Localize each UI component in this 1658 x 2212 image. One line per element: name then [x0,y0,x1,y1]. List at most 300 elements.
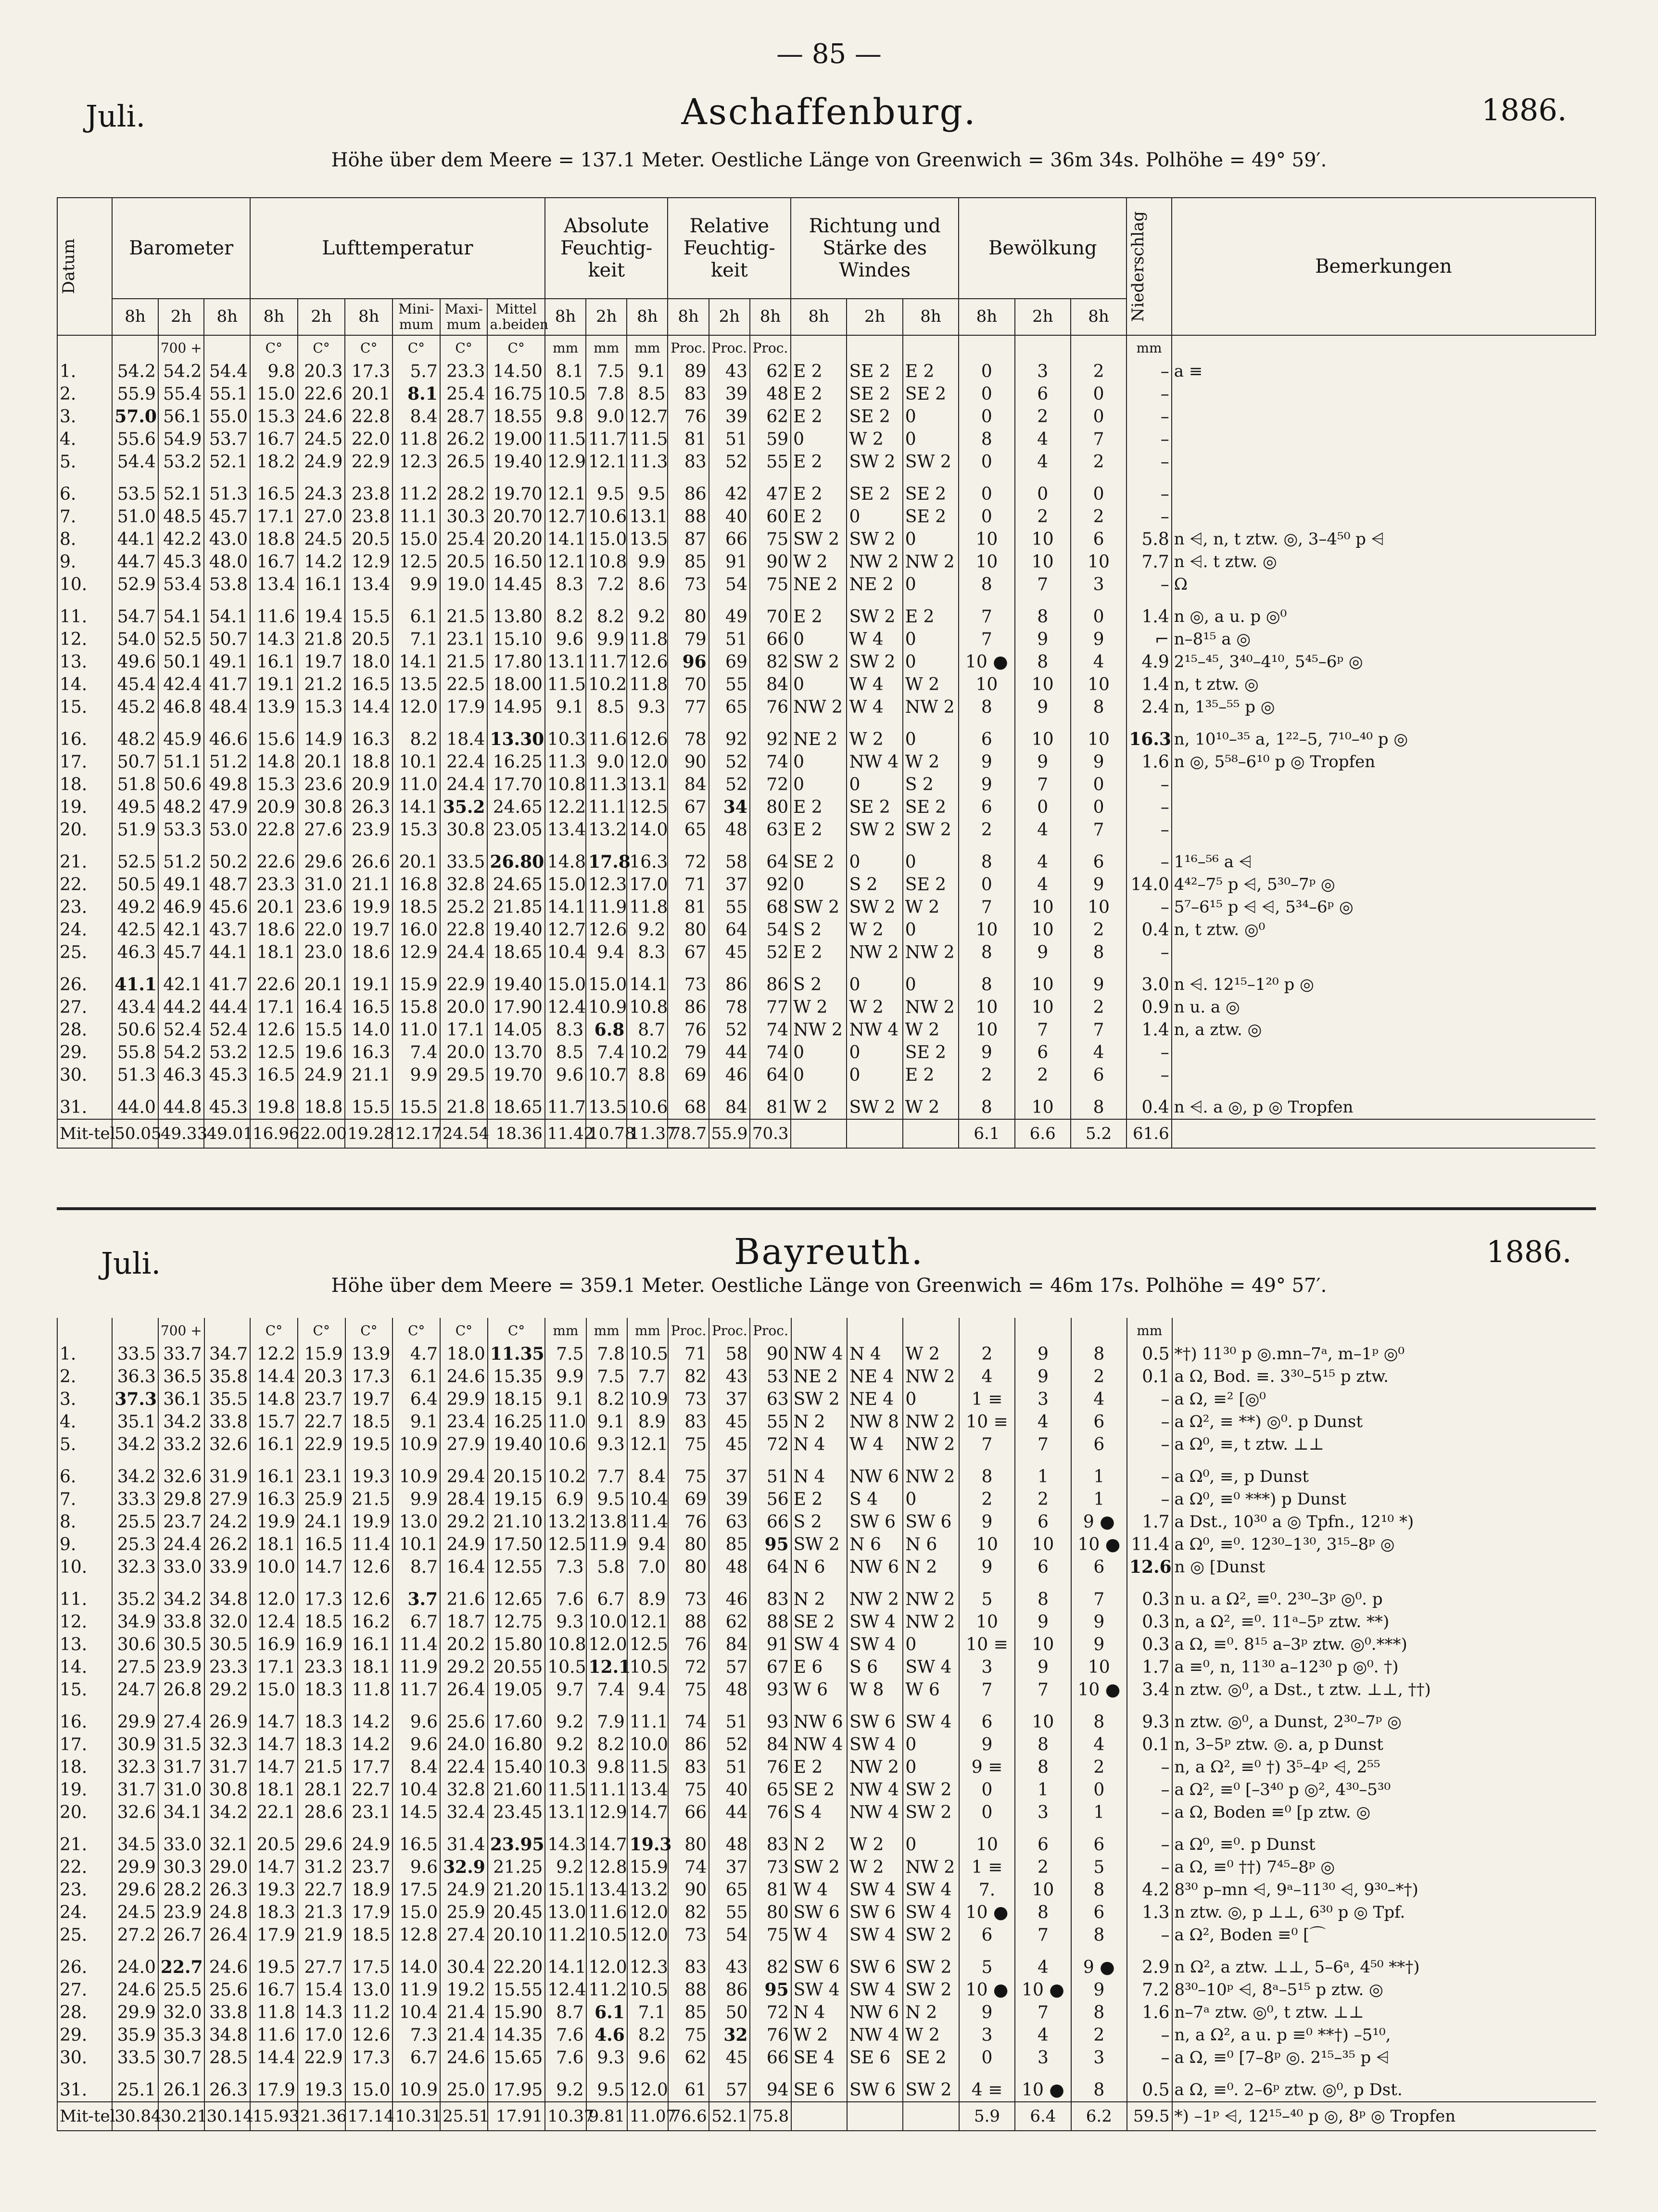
value-cell: 14.5 [392,1801,440,1833]
value-cell: 6 [1071,1833,1127,1856]
value-cell: 59 [750,428,791,451]
unit-cell: Proc. [709,1318,750,1343]
remark-cell: 8³⁰–10ᵖ ⩤, 8ᵃ–5¹⁵ p ztw. ◎ [1172,1979,1596,2001]
table-row [57,1433,1596,1466]
value-cell: 22.4 [440,751,488,773]
value-cell: 2 [1015,1064,1071,1096]
value-cell: 29.6 [298,1833,345,1856]
value-cell: 80 [668,606,709,628]
value-cell: NW 8 [847,1411,903,1433]
value-cell: 3 [1015,2047,1071,2079]
remark-cell: 2¹⁵–⁴⁵, 3⁴⁰–4¹⁰, 5⁴⁵–6ᵖ ◎ [1172,651,1595,673]
value-cell: 14.35 [488,2024,545,2047]
col-8h: 8h [668,299,709,335]
value-cell: 11.4 [345,1533,393,1556]
value-cell: 28.1 [298,1779,345,1801]
value-cell: 10 [1015,973,1071,996]
value-cell: 9.81 [586,2102,627,2131]
value-cell: 51 [709,1711,750,1733]
value-cell: 36.1 [158,1388,204,1411]
value-cell: 21.4 [440,2024,488,2047]
value-cell: 10 [959,528,1014,551]
value-cell [847,1119,902,1148]
value-cell: 14.7 [627,1801,668,1833]
value-cell: 2 [1071,360,1126,383]
value-cell: 39 [709,405,750,428]
value-cell: 13.30 [487,728,544,751]
table-row [57,1556,1596,1588]
value-cell: 12.0 [627,1924,668,1956]
value-cell: – [1127,2024,1172,2047]
value-cell: 15.93 [250,2102,298,2131]
value-cell: 6 [959,728,1014,751]
value-cell: 28.7 [440,405,488,428]
value-cell: W 2 [791,2024,847,2047]
value-cell: SE 2 [791,851,847,873]
value-cell: 25.2 [440,896,488,919]
value-cell: 10 [1071,896,1126,919]
value-cell: 15.0 [392,528,440,551]
value-cell: 0.5 [1127,1343,1172,1365]
value-cell: 86 [668,1733,709,1756]
value-cell: W 2 [903,1019,959,1041]
value-cell: 54.2 [158,1041,204,1064]
value-cell: 23.7 [345,1856,393,1879]
value-cell: 15.10 [487,628,544,651]
table-row [57,528,1595,551]
value-cell: 21.5 [298,1756,345,1779]
unit-cell: C° [487,335,544,360]
value-cell: SW 2 [791,896,847,919]
value-cell: 86 [709,973,750,996]
remark-cell [1172,773,1595,796]
value-cell: 26.8 [158,1679,204,1711]
value-cell: 0 [903,1388,959,1411]
value-cell: SE 2 [903,483,959,506]
value-cell: 0 [791,1064,847,1096]
value-cell: 10.9 [627,1388,668,1411]
value-cell: 46.8 [158,696,204,728]
value-cell: 17.5 [392,1879,440,1901]
value-cell: 12.7 [545,506,586,528]
value-cell: 40 [709,1779,750,1801]
value-cell: 12.0 [392,696,440,728]
value-cell: 12.3 [392,451,440,483]
value-cell: 0 [847,1041,902,1064]
value-cell: 54.2 [112,360,158,383]
col-8h: 8h [959,299,1014,335]
value-cell: 4.2 [1127,1879,1172,1901]
value-cell: 6.7 [392,1611,440,1633]
unit-cell: C° [392,1318,440,1343]
value-cell: 21.10 [488,1511,545,1533]
table-row [57,1041,1595,1064]
value-cell: 9.3 [627,696,668,728]
table-row [57,1096,1595,1119]
value-cell: 2.9 [1127,1956,1172,1979]
value-cell: 21.85 [487,896,544,919]
value-cell: 76.6 [668,2102,709,2131]
year-label-top: 1886. [1481,92,1567,127]
value-cell: 74 [668,1711,709,1733]
value-cell: 17.90 [487,996,544,1019]
value-cell: 9 [1071,628,1126,651]
value-cell: 24.65 [487,796,544,819]
value-cell: 32.0 [158,2001,204,2024]
value-cell: 26.6 [345,851,392,873]
value-cell: SW 2 [791,1856,847,1879]
value-cell: 12.5 [250,1041,298,1064]
value-cell: 10.2 [545,1466,586,1488]
value-cell: 11.9 [586,896,627,919]
value-cell: SE 2 [903,383,959,405]
value-cell: 35.1 [112,1411,158,1433]
value-cell: 6.4 [1015,2102,1071,2131]
remark-cell: a Ω², ≡⁰ [–3⁴⁰ p ◎², 4³⁰–5³⁰ [1172,1779,1596,1801]
value-cell: 19.40 [488,1433,545,1466]
value-cell: 12.7 [545,919,586,941]
unit-cell: mm [1126,335,1172,360]
value-cell: SW 2 [903,1779,959,1801]
value-cell: 10.31 [392,2102,440,2131]
value-cell: 15.0 [545,873,586,896]
value-cell: 12.9 [586,1801,627,1833]
value-cell: 86 [750,973,791,996]
value-cell: 18.8 [345,751,392,773]
value-cell: 90 [750,1343,791,1365]
value-cell: – [1126,383,1172,405]
value-cell: W 2 [847,996,902,1019]
value-cell [791,1119,847,1148]
value-cell: 44 [709,1041,750,1064]
value-cell: 19.15 [488,1488,545,1511]
day-cell: 21. [57,1833,112,1856]
value-cell: 22.7 [345,1779,393,1801]
value-cell: 0 [959,506,1014,528]
value-cell: 26.1 [158,2079,204,2102]
remark-cell: n ◎, 5⁵⁸–6¹⁰ p ◎ Tropfen [1172,751,1595,773]
day-cell: 13. [57,651,112,673]
value-cell: 19.1 [345,973,392,996]
day-cell: 9. [57,551,112,573]
value-cell: 2 [959,1343,1015,1365]
value-cell: 21.3 [298,1901,345,1924]
table-row [57,2001,1596,2024]
month-label-bottom: Juli. [101,1246,161,1281]
value-cell: 48 [709,1679,750,1711]
unit-cell [57,1318,112,1343]
value-cell: 22.6 [298,383,345,405]
value-cell: 11.6 [250,606,298,628]
value-cell: NW 2 [903,696,959,728]
value-cell: 48.2 [112,728,158,751]
value-cell: 22.7 [298,1411,345,1433]
value-cell: 31.5 [158,1733,204,1756]
value-cell: 7 [1071,1588,1127,1611]
value-cell: 83 [668,1956,709,1979]
value-cell: W 2 [791,551,847,573]
value-cell: 0 [847,1064,902,1096]
unit-cell [959,1318,1015,1343]
table-row [57,1711,1596,1733]
value-cell: 18.2 [250,451,298,483]
value-cell: 31.0 [298,873,345,896]
value-cell: 12.0 [586,1956,627,1979]
value-cell: 30.21 [158,2102,204,2131]
value-cell: W 4 [847,673,902,696]
value-cell: 17.9 [250,1924,298,1956]
value-cell: 49.01 [204,1119,250,1148]
unit-cell: Proc. [750,335,791,360]
value-cell: 8.8 [627,1064,668,1096]
value-cell: 6.8 [586,1019,627,1041]
table-row [57,1611,1596,1633]
value-cell: 6.1 [586,2001,627,2024]
value-cell: 21.8 [440,1096,488,1119]
value-cell: 88 [668,506,709,528]
table-row [57,651,1595,673]
value-cell: 46.6 [204,728,250,751]
value-cell: N 2 [903,1556,959,1588]
value-cell: 11.0 [392,773,440,796]
value-cell: 10.5 [627,1656,668,1679]
value-cell: 65 [709,696,750,728]
table-row [57,551,1595,573]
value-cell: 10 [1015,1711,1071,1733]
value-cell: 17.8 [586,851,627,873]
value-cell: 32.6 [158,1466,204,1488]
value-cell: 6 [959,796,1014,819]
value-cell: 24.6 [112,1979,158,2001]
value-cell: 83 [668,1411,709,1433]
col-8h: 8h [112,299,158,335]
value-cell: 52 [709,773,750,796]
value-cell: 11.5 [545,1779,586,1801]
value-cell: 23.3 [204,1656,251,1679]
day-cell: 31. [57,1096,112,1119]
value-cell: 1.7 [1127,1656,1172,1679]
value-cell: 20.1 [250,896,298,919]
value-cell: 32.4 [440,1801,488,1833]
value-cell: 33.3 [112,1488,158,1511]
value-cell: 94 [750,2079,791,2102]
value-cell: 8.6 [627,573,668,606]
value-cell: – [1127,1833,1172,1856]
value-cell: 12.7 [627,405,668,428]
value-cell: 9.0 [586,405,627,428]
value-cell: 20.15 [488,1466,545,1488]
value-cell: 16.5 [345,673,392,696]
value-cell: 24.1 [298,1511,345,1533]
value-cell: 53.0 [204,819,250,851]
value-cell: SW 4 [847,1879,903,1901]
value-cell: 9.1 [545,696,586,728]
value-cell: 73 [750,1856,791,1879]
value-cell: 9 [1071,1979,1127,2001]
value-cell: 18.3 [298,1711,345,1733]
value-cell: SW 6 [847,1901,903,1924]
value-cell: 18.1 [250,1779,298,1801]
value-cell: 24.5 [298,428,345,451]
value-cell: 32 [709,2024,750,2047]
value-cell: 7.6 [545,1588,586,1611]
value-cell: 6.1 [392,606,440,628]
value-cell: 15.5 [298,1019,345,1041]
value-cell: 0 [1015,796,1071,819]
unit-cell: mm [545,335,586,360]
value-cell: 29.8 [158,1488,204,1511]
value-cell: W 8 [847,1679,903,1711]
value-cell: 1 [1015,1779,1071,1801]
value-cell: SE 2 [847,383,902,405]
value-cell: 5.7 [392,360,440,383]
remark-cell: n, 1³⁵–⁵⁵ p ◎ [1172,696,1595,728]
value-cell: 55.6 [112,428,158,451]
value-cell: 10 ● [1071,1679,1127,1711]
value-cell: 81 [750,1096,791,1119]
value-cell: 8 [959,941,1014,973]
value-cell: 51.2 [158,851,204,873]
value-cell: 52 [709,451,750,483]
value-cell: 55 [709,896,750,919]
value-cell: 84 [709,1633,750,1656]
mean-row [57,2102,1596,2131]
value-cell: 9 [1071,973,1126,996]
value-cell: 80 [668,1833,709,1856]
remark-cell [1172,405,1595,428]
value-cell: 42.5 [112,919,158,941]
day-cell: 29. [57,1041,112,1064]
value-cell: 24.9 [345,1833,393,1856]
value-cell: 49 [709,606,750,628]
value-cell: 19.05 [488,1679,545,1711]
value-cell: 58 [709,1343,750,1365]
value-cell: 10 [1015,673,1071,696]
value-cell: 12.1 [586,451,627,483]
value-cell: 14.2 [345,1711,393,1733]
value-cell: S 2 [791,1511,847,1533]
value-cell: 16.3 [1126,728,1172,751]
value-cell: 26.3 [204,1879,251,1901]
value-cell: N 2 [903,2001,959,2024]
value-cell: 16.9 [250,1633,298,1656]
value-cell: 8 [1071,2001,1127,2024]
value-cell: 33.2 [158,1433,204,1466]
value-cell: 10 [1015,528,1071,551]
value-cell: 21.60 [488,1779,545,1801]
value-cell: 13.5 [627,528,668,551]
value-cell: 59.5 [1127,2102,1172,2131]
col-2h: 2h [709,299,750,335]
value-cell: 17.9 [345,1901,393,1924]
value-cell: 25.5 [112,1511,158,1533]
value-cell: 25.5 [158,1979,204,2001]
value-cell [903,1119,959,1148]
value-cell: – [1127,2047,1172,2079]
value-cell: 9.9 [392,1488,440,1511]
day-cell: 21. [57,851,112,873]
value-cell: – [1126,796,1172,819]
value-cell: ⌐ [1126,628,1172,651]
value-cell: 36.5 [158,1365,204,1388]
value-cell: 85 [668,551,709,573]
value-cell: 15.40 [488,1756,545,1779]
value-cell: 9.5 [627,483,668,506]
day-cell: 5. [57,1433,112,1466]
value-cell: 8 [1071,1924,1127,1956]
value-cell: 18.3 [250,1901,298,1924]
value-cell: 29.4 [440,1466,488,1488]
value-cell: W 4 [847,1433,903,1466]
day-cell: 17. [57,1733,112,1756]
value-cell: 9.5 [586,1488,627,1511]
day-cell: 17. [57,751,112,773]
value-cell: 28.5 [204,2047,251,2079]
value-cell: W 2 [903,2024,959,2047]
value-cell: NW 2 [903,1411,959,1433]
value-cell: 7.4 [392,1041,440,1064]
value-cell: 55 [709,1901,750,1924]
value-cell: 18.3 [298,1679,345,1711]
units-row [57,1318,1596,1343]
unit-cell: mm [586,1318,627,1343]
value-cell: 66 [750,1511,791,1533]
value-cell: 24.65 [487,873,544,896]
value-cell: 14.4 [345,696,392,728]
value-cell: 15.65 [488,2047,545,2079]
value-cell: 16.1 [250,651,298,673]
value-cell: N 2 [791,1411,847,1433]
day-cell: 30. [57,1064,112,1096]
value-cell: 12.5 [627,796,668,819]
value-cell: 29.9 [440,1388,488,1411]
value-cell: 50.7 [112,751,158,773]
value-cell: 21.8 [298,628,345,651]
value-cell: 85 [668,2001,709,2024]
value-cell: 14.45 [487,573,544,606]
value-cell: 22.6 [250,851,298,873]
value-cell: 29.0 [204,1856,251,1879]
value-cell: 24.6 [440,1365,488,1388]
value-cell: SW 2 [847,1096,902,1119]
day-cell: 18. [57,773,112,796]
value-cell: 15.0 [250,383,298,405]
value-cell: 85 [709,1533,750,1556]
value-cell: W 2 [847,919,902,941]
value-cell: 25.6 [204,1979,251,2001]
value-cell: 11.1 [627,1711,668,1733]
value-cell: 15.0 [345,2079,393,2102]
value-cell: 9 [1015,1656,1071,1679]
value-cell: 8 [959,428,1014,451]
value-cell: 19.40 [487,451,544,483]
value-cell: 8.7 [545,2001,586,2024]
value-cell: SW 2 [791,1533,847,1556]
value-cell: 22.20 [488,1956,545,1979]
value-cell: 10 [1015,1533,1071,1556]
value-cell: 3 [1015,360,1071,383]
value-cell: 9 [959,1041,1014,1064]
table-row [57,2024,1596,2047]
value-cell: 75 [668,1433,709,1466]
value-cell: 2 [1015,1488,1071,1511]
unit-cell: mm [627,335,668,360]
value-cell: N 6 [791,1556,847,1588]
value-cell: SW 4 [847,1633,903,1656]
value-cell: 15.4 [298,1979,345,2001]
value-cell: 33.8 [204,1411,251,1433]
value-cell: 20.0 [440,1041,488,1064]
